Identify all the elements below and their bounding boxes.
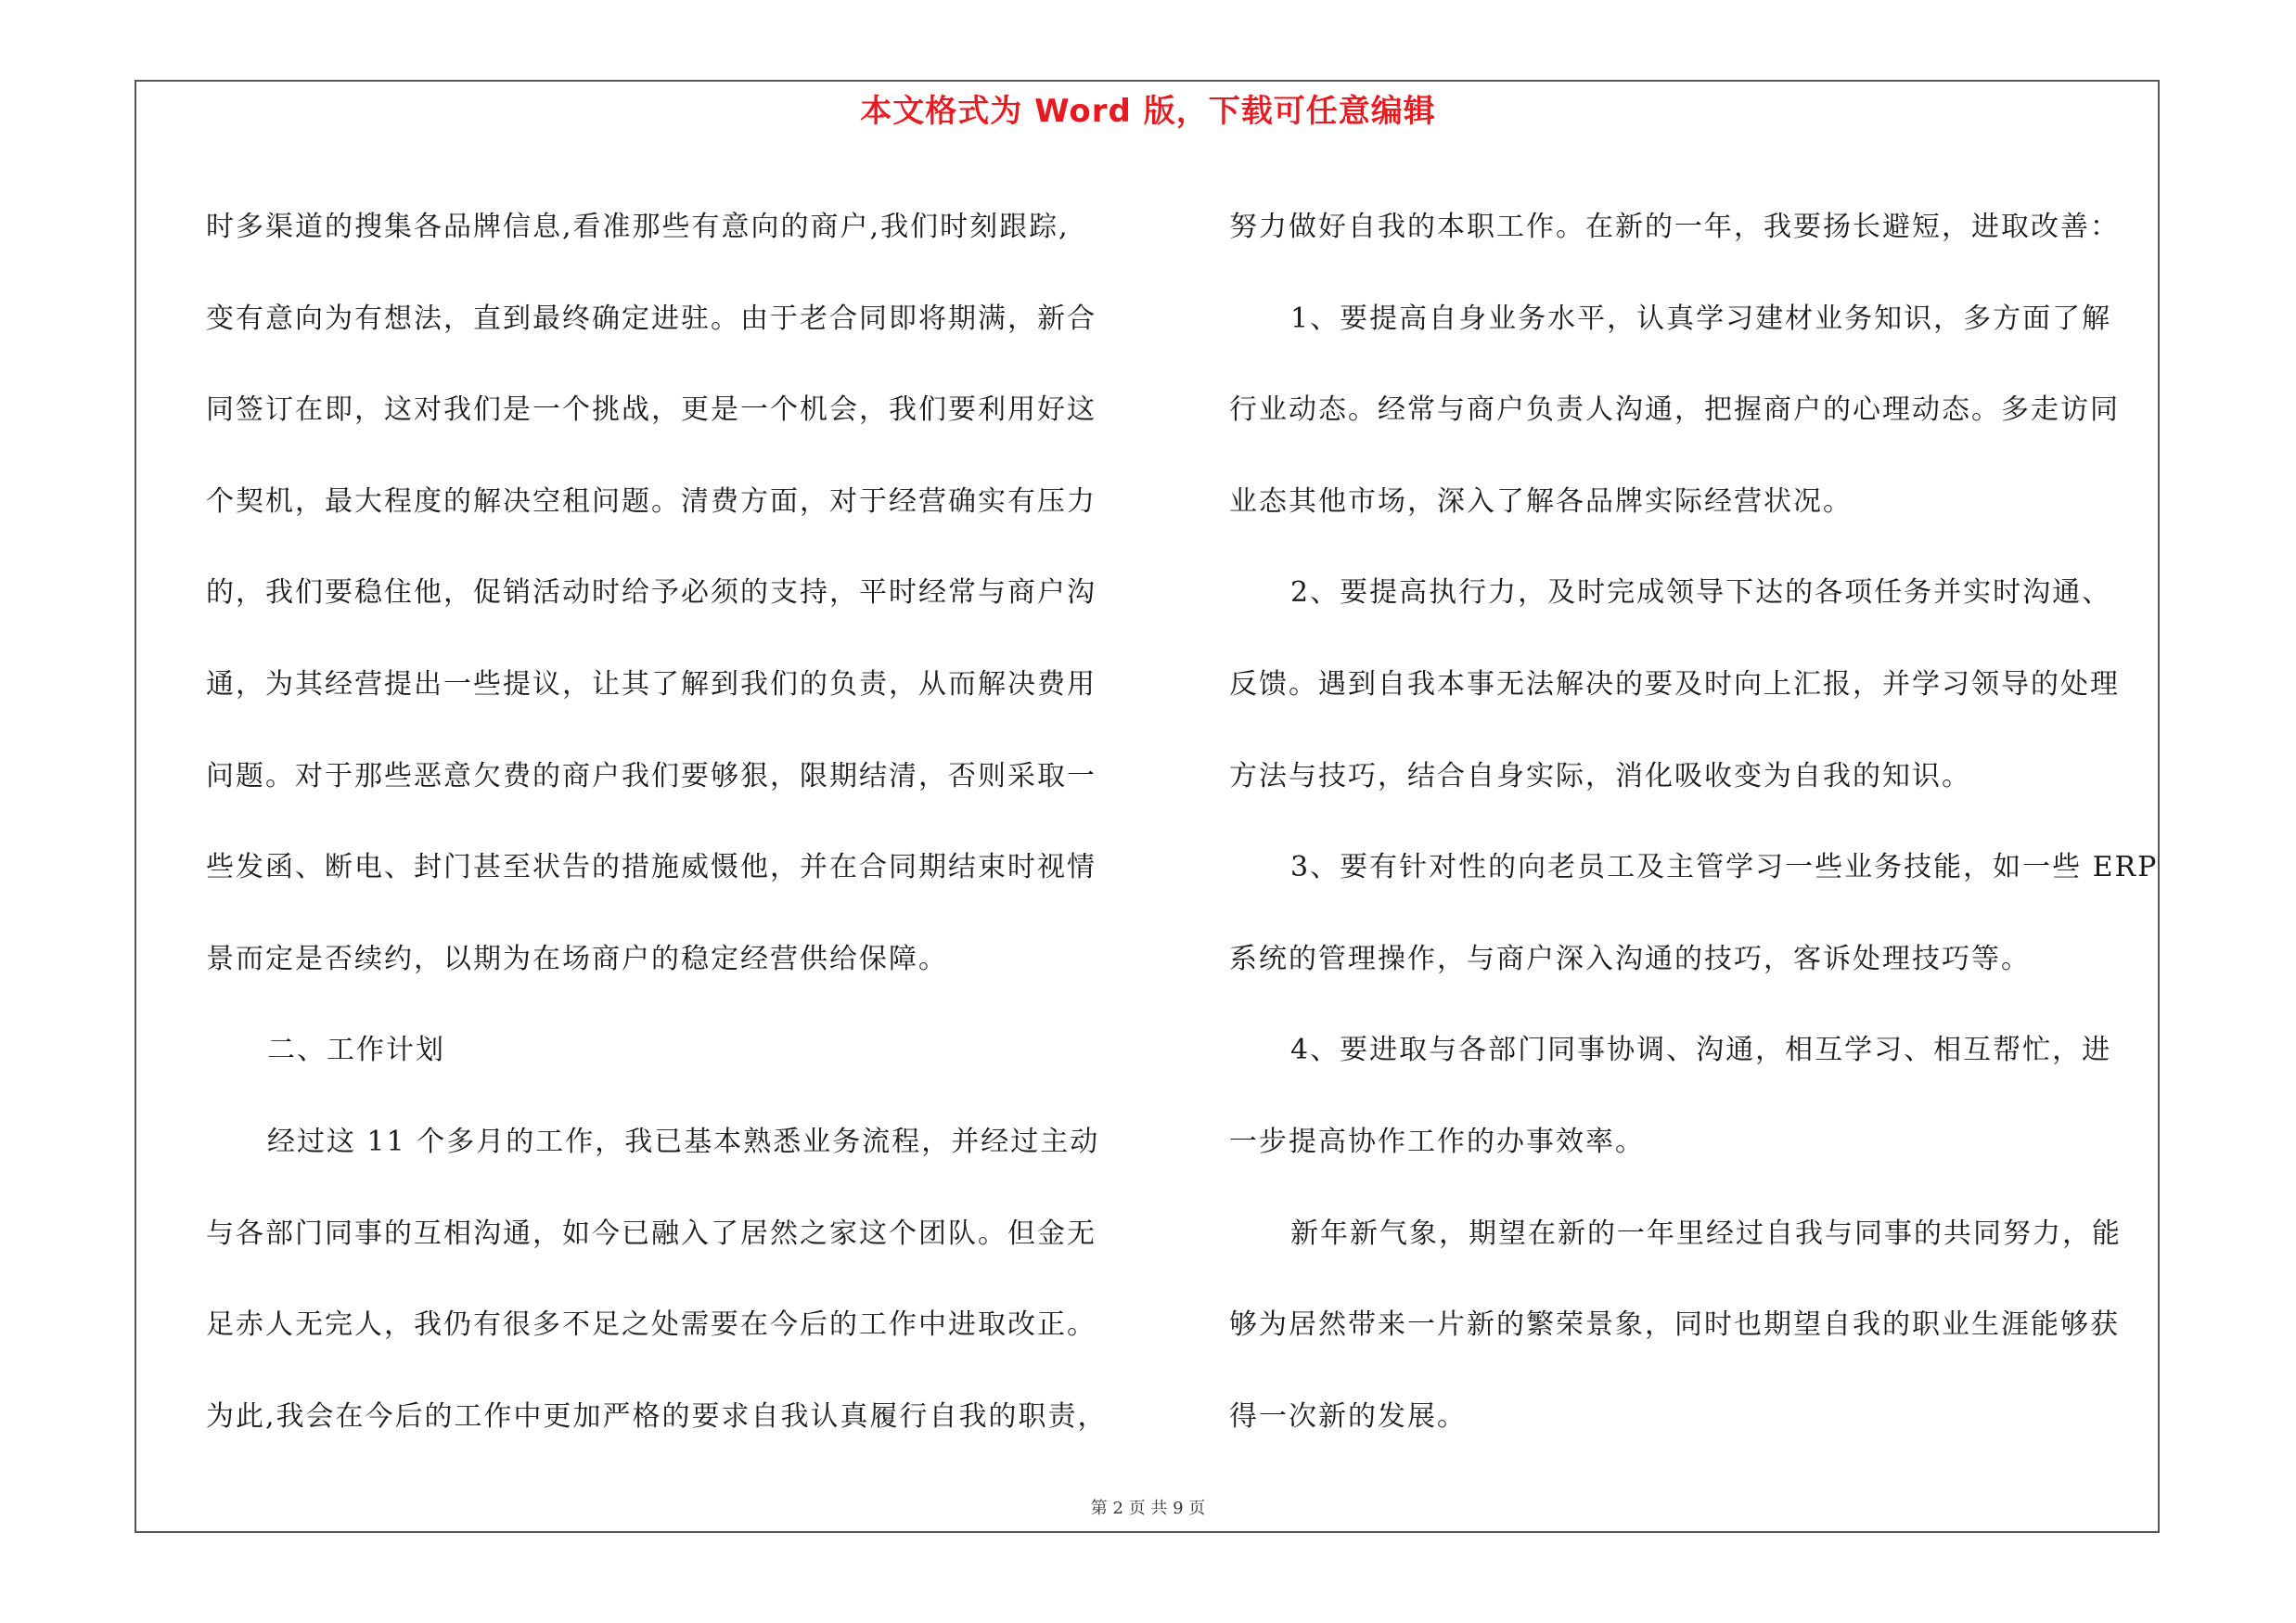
paragraph-line: 些发函、断电、封门甚至状告的措施威慑他，并在合同期结束时视情	[206, 851, 1097, 884]
paragraph-line: 足赤人无完人，我仍有很多不足之处需要在今后的工作中进取改正。	[206, 1308, 1097, 1342]
paragraph-line: 新年新气象，期望在新的一年里经过自我与同事的共同努力，能	[1290, 1217, 2122, 1250]
list-item-2: 2、要提高执行力，及时完成领导下达的各项任务并实时沟通、	[1290, 576, 2112, 610]
paragraph-line: 得一次新的发展。	[1229, 1399, 1467, 1433]
header-banner: 本文格式为 Word 版，下载可任意编辑	[860, 93, 1436, 130]
paragraph-line: 景而定是否续约，以期为在场商户的稳定经营供给保障。	[206, 942, 948, 975]
paragraph-line: 系统的管理操作，与商户深入沟通的技巧，客诉处理技巧等。	[1229, 942, 2031, 975]
paragraph-line: 为此,我会在今后的工作中更加严格的要求自我认真履行自我的职责，	[206, 1399, 1108, 1433]
paragraph-line: 通，为其经营提出一些提议，让其了解到我们的负责，从而解决费用	[206, 667, 1097, 701]
paragraph-line: 问题。对于那些恶意欠费的商户我们要够狠，限期结清，否则采取一	[206, 759, 1097, 792]
paragraph-line: 的，我们要稳住他，促销活动时给予必须的支持，平时经常与商户沟	[206, 576, 1097, 610]
paragraph-line: 与各部门同事的互相沟通，如今已融入了居然之家这个团队。但金无	[206, 1217, 1097, 1250]
paragraph-line: 时多渠道的搜集各品牌信息,看准那些有意向的商户,我们时刻跟踪,	[206, 211, 1070, 243]
paragraph-line: 方法与技巧，结合自身实际，消化吸收变为自我的知识。	[1229, 759, 1971, 792]
paragraph-line: 同签订在即，这对我们是一个挑战，更是一个机会，我们要利用好这	[206, 393, 1097, 427]
paragraph-line: 一步提高协作工作的办事效率。	[1229, 1125, 1645, 1158]
paragraph-line: 行业动态。经常与商户负责人沟通，把握商户的心理动态。多走访同	[1229, 393, 2120, 427]
paragraph-line: 够为居然带来一片新的繁荣景象，同时也期望自我的职业生涯能够获	[1229, 1308, 2120, 1342]
paragraph-line: 努力做好自我的本职工作。在新的一年，我要扬长避短，进取改善：	[1229, 211, 2120, 243]
paragraph-line: 个契机，最大程度的解决空租问题。清费方面，对于经营确实有压力	[206, 484, 1097, 518]
paragraph-line: 经过这 11 个多月的工作，我已基本熟悉业务流程，并经过主动	[267, 1125, 1100, 1158]
right-column	[1229, 182, 2166, 1462]
list-item-3: 3、要有针对性的向老员工及主管学习一些业务技能，如一些 ERP	[1290, 851, 2159, 884]
paragraph-line: 业态其他市场，深入了解各品牌实际经营状况。	[1229, 484, 1853, 518]
left-column	[206, 182, 1134, 1462]
page-number: 第 2 页 共 9 页	[1090, 1499, 1206, 1518]
list-item-4: 4、要进取与各部门同事协调、沟通，相互学习、相互帮忙，进	[1290, 1034, 2112, 1067]
list-item-1: 1、要提高自身业务水平，认真学习建材业务知识，多方面了解	[1290, 302, 2112, 335]
paragraph-line: 反馈。遇到自我本事无法解决的要及时向上汇报，并学习领导的处理	[1229, 667, 2120, 701]
paragraph-line: 变有意向为有想法，直到最终确定进驻。由于老合同即将期满，新合	[206, 302, 1097, 335]
section-heading: 二、工作计划	[267, 1034, 445, 1067]
